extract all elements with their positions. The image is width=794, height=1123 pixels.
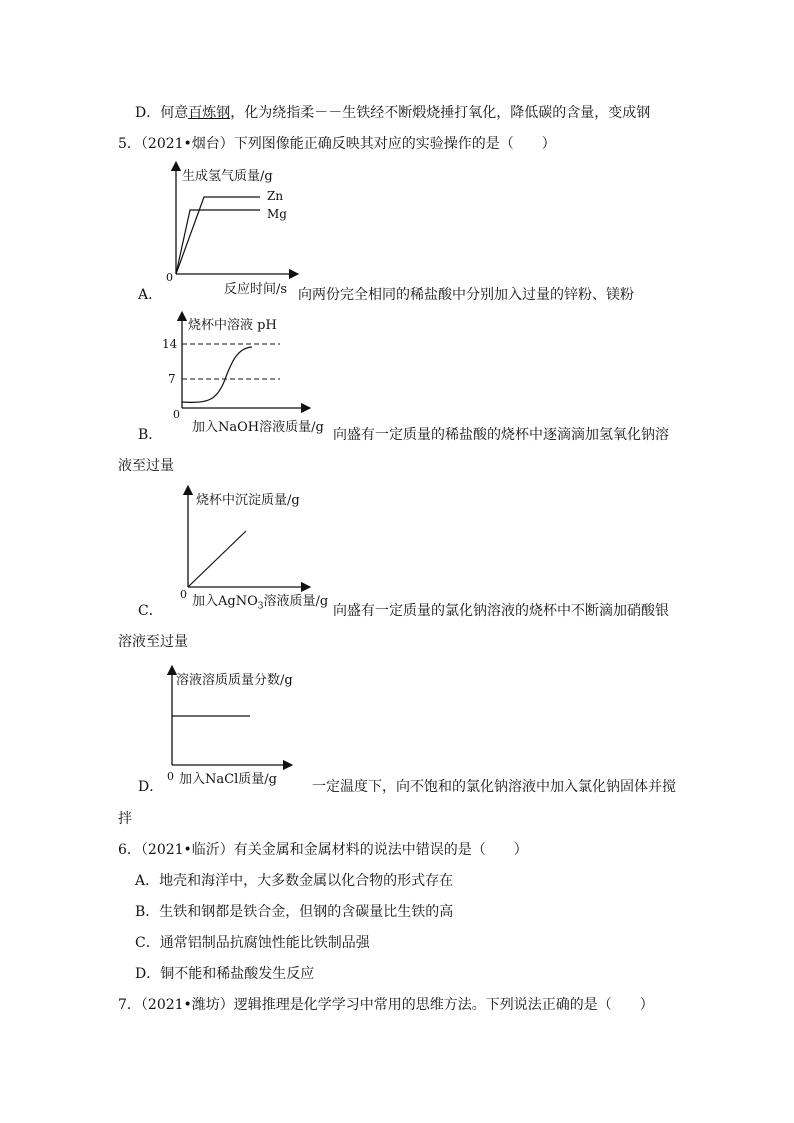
y-axis-label: 生成氢气质量/g [182, 169, 273, 184]
q5-b-label: B． [138, 427, 163, 443]
q5-c-text2: 溶液至过量 [118, 634, 188, 650]
q6-option-a: A．地壳和海洋中，大多数金属以化合物的形式存在 [135, 873, 454, 889]
q6-option-c: C．通常铝制品抗腐蚀性能比铁制品强 [135, 935, 370, 951]
q4-option-d-label: D．何意 [135, 105, 189, 121]
q4-option-d [135, 103, 650, 123]
q5-d-text2: 拌 [118, 811, 132, 827]
ph-curve [182, 347, 252, 402]
mg-line [176, 210, 260, 274]
q5-stem: 5．（2021•烟台）下列图像能正确反映其对应的实验操作的是（ ） [118, 136, 556, 152]
q4-option-d-rest: ，化为绕指柔－－生铁经不断煅烧捶打氧化，降低碳的含量，变成钢 [230, 105, 651, 121]
y-axis-label: 烧杯中沉淀质量/g [196, 493, 300, 508]
origin-label: 0 [173, 408, 180, 421]
q5-c-xlabel-sub: 3 [257, 601, 264, 612]
q5-graph-a [160, 160, 305, 300]
q5-graph-c [174, 484, 319, 604]
q5-graph-d [160, 664, 300, 784]
q5-d-text1: 一定温度下，向不饱和的氯化钠溶液中加入氯化钠固体并搅 [312, 779, 676, 795]
q5-graph-b [162, 312, 318, 422]
q5-c-text1: 向盛有一定质量的氯化钠溶液的烧杯中不断滴加硝酸银 [333, 603, 669, 619]
q5-a-text: 向两份完全相同的稀盐酸中分别加入过量的锌粉、镁粉 [298, 287, 634, 303]
precipitate-line [188, 531, 246, 587]
q5-d-xlabel: 加入NaCl质量/g [179, 772, 277, 787]
y-axis-label: 溶液溶质质量分数/g [176, 673, 293, 688]
zn-line [176, 197, 260, 274]
mg-label: Mg [267, 207, 287, 221]
origin-label: 0 [167, 770, 174, 783]
origin-label: 0 [166, 271, 173, 284]
q6-option-d: D．铜不能和稀盐酸发生反应 [135, 966, 315, 982]
q5-d-label: D． [138, 779, 164, 795]
tick-7: 7 [168, 372, 176, 386]
q6-stem: 6．（2021•临沂）有关金属和金属材料的说法中错误的是（ ） [118, 842, 528, 858]
q5-b-text1: 向盛有一定质量的稀盐酸的烧杯中逐滴滴加氢氧化钠溶 [333, 427, 669, 443]
q5-c-xlabel [192, 592, 328, 617]
q4-option-d-underlined: 百炼钢 [188, 105, 231, 121]
q5-c-xlabel-pre: 加入AgNO [192, 594, 258, 609]
q5-a-label: A． [138, 287, 163, 303]
origin-label: 0 [180, 588, 187, 601]
q5-c-xlabel-post: 溶液质量/g [263, 594, 329, 609]
tick-14: 14 [162, 337, 178, 351]
q5-b-xlabel: 加入NaOH溶液质量/g [192, 420, 324, 435]
q5-b-text2: 液至过量 [118, 458, 174, 474]
zn-label: Zn [267, 189, 284, 203]
y-axis-label: 烧杯中溶液 pH [188, 318, 277, 333]
q5-a-xlabel: 反应时间/s [224, 282, 288, 297]
q7-stem: 7．（2021•潍坊）逻辑推理是化学学习中常用的思维方法。下列说法正确的是（ ） [118, 997, 654, 1013]
q6-option-b: B．生铁和钢都是铁合金，但钢的含碳量比生铁的高 [135, 904, 454, 920]
q5-c-label: C． [138, 603, 163, 619]
